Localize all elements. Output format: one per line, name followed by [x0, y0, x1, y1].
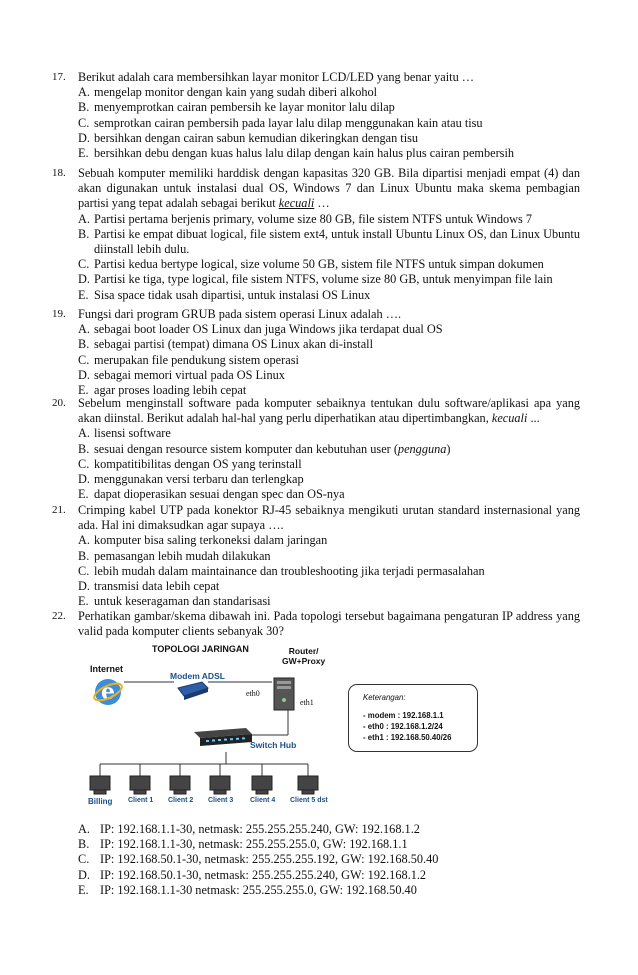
emphasis-word: kecuali [491, 411, 528, 426]
question-number: 21. [52, 504, 66, 516]
option-text-main: sesuai dengan resource sistem komputer dan kebutuhan user ( [94, 441, 398, 456]
option-a[interactable] [78, 85, 580, 100]
option-letter: B. [78, 837, 90, 852]
option-letter: A. [78, 211, 90, 226]
option-e[interactable] [78, 146, 580, 161]
option-text: IP: 192.168.50.1-30, netmask: 255.255.255.240, GW: 192.168.1.2 [100, 867, 427, 882]
option-a[interactable] [78, 212, 580, 227]
option-e[interactable] [78, 288, 580, 303]
option-letter: E. [78, 287, 89, 302]
option-letter: E. [78, 487, 89, 502]
option-text: bersihkan debu dengan kuas halus lalu dilap dengan kain halus plus cairan pembersih [94, 146, 515, 161]
option-text: Partisi kedua bertype logical, size volume 50 GB, sistem file NTFS untuk simpan dokumen [94, 257, 544, 272]
option-letter: C. [78, 115, 90, 130]
option-a[interactable] [78, 533, 580, 548]
client-label-4: Client 4 [250, 797, 276, 804]
question-number: 20. [52, 397, 66, 409]
option-text: sebagai partisi (tempat) dimana OS Linux akan di-install [94, 337, 373, 352]
router-label: Router/ GW+Proxy [282, 646, 326, 666]
option-letter: A. [78, 822, 90, 836]
option-d[interactable] [78, 472, 580, 487]
legend-title: Keterangan: [363, 693, 406, 702]
option-c[interactable] [78, 353, 580, 368]
question-text: Perhatikan gambar/skema dibawah ini. Pada topologi tersebut bagaimana pengaturan IP address yang valid pada komputer clients sebanyak 30? [78, 609, 580, 639]
option-text: Partisi ke empat dibuat logical, file sistem ext4, untuk install Ubuntu Linux OS, dan Linux Ubuntu diinstall lebih dulu. [94, 226, 580, 257]
emphasis-word: kecuali [278, 196, 315, 211]
question-number: 18. [52, 167, 66, 179]
legend-box [348, 684, 478, 752]
question-text: Fungsi dari program GRUB pada sistem operasi Linux adalah …. [78, 307, 402, 321]
switch-label: Switch Hub [250, 740, 297, 750]
question-text: Crimping kabel UTP pada konektor RJ-45 sebaiknya mengikuti urutan standard insternasional yang ada. Hal ini dimaksudkan agar supaya …. [78, 503, 580, 533]
option-text: IP: 192.168.50.1-30, netmask: 255.255.255.192, GW: 192.168.50.40 [100, 852, 439, 867]
option-letter: D. [78, 130, 90, 145]
switch-hub-icon [190, 726, 254, 750]
question-text [78, 166, 580, 212]
option-b[interactable] [78, 337, 580, 352]
option-text: menggunakan versi terbaru dan terlengkap [94, 472, 304, 487]
option-letter: C. [78, 852, 90, 867]
option-e[interactable] [78, 883, 578, 898]
option-d[interactable] [78, 272, 580, 287]
computer-icon [90, 776, 318, 794]
option-letter: D. [78, 367, 90, 382]
eth1-label: eth1 [300, 698, 314, 707]
option-text: kompatitibilitas dengan OS yang terinstall [94, 456, 302, 471]
option-d[interactable] [78, 368, 580, 383]
option-letter: B. [78, 548, 90, 563]
option-letter: C. [78, 563, 90, 578]
option-c[interactable] [78, 457, 580, 472]
option-text: lisensi software [94, 426, 171, 441]
option-text: pemasangan lebih mudah dilakukan [94, 548, 271, 563]
question-number: 19. [52, 308, 66, 320]
option-letter: A. [78, 322, 90, 337]
question-text: Berikut adalah cara membersihkan layar monitor LCD/LED yang benar yaitu … [78, 70, 475, 84]
option-c[interactable] [78, 257, 580, 272]
question-21 [52, 503, 580, 609]
question-18 [52, 166, 580, 303]
option-text: IP: 192.168.1.1-30, netmask: 255.255.255.0, GW: 192.168.1.1 [100, 837, 408, 852]
option-text: agar proses loading lebih cepat [94, 383, 247, 398]
option-letter: E. [78, 383, 89, 398]
option-d[interactable] [78, 579, 580, 594]
option-letter: D. [78, 472, 90, 487]
option-letter: A. [78, 533, 90, 548]
option-e[interactable] [78, 594, 580, 609]
option-letter: E. [78, 146, 89, 161]
option-letter: A. [78, 85, 90, 100]
option-letter: B. [78, 441, 90, 456]
network-topology-diagram [86, 640, 486, 812]
option-d[interactable] [78, 868, 578, 883]
option-b[interactable] [78, 227, 580, 257]
modem-label: Modem ADSL [170, 671, 225, 681]
option-c[interactable] [78, 852, 578, 867]
question-text-tail: ... [527, 411, 540, 426]
router-server-icon [272, 676, 298, 712]
option-letter: D. [78, 867, 90, 882]
option-text: komputer bisa saling terkoneksi dalam jaringan [94, 533, 328, 548]
option-letter: C. [78, 352, 90, 367]
client-label-5: Client 5 dst [290, 797, 328, 804]
option-letter: A. [78, 426, 90, 441]
legend-item: - eth1 : 192.168.50.40/26 [363, 733, 452, 742]
question-text-tail: … [314, 196, 330, 211]
question-number: 22. [52, 610, 66, 622]
modem-icon [176, 678, 210, 700]
option-text: untuk keseragaman dan standarisasi [94, 594, 271, 609]
legend-item: - modem : 192.168.1.1 [363, 711, 444, 720]
option-letter: D. [78, 579, 90, 594]
internet-label: Internet [90, 664, 124, 674]
option-a[interactable] [78, 426, 580, 441]
option-text: Partisi pertama berjenis primary, volume size 80 GB, file sistem NTFS untuk Windows 7 [94, 211, 533, 226]
option-letter: C. [78, 257, 90, 272]
option-letter: B. [78, 226, 90, 241]
internet-explorer-icon [92, 676, 124, 708]
legend-item: - eth0 : 192.168.1.2/24 [363, 722, 443, 731]
question-17 [52, 70, 580, 161]
option-c[interactable] [78, 116, 580, 131]
diagram-title: TOPOLOGI JARINGAN [152, 644, 249, 654]
option-text: dapat dioperasikan sesuai dengan spec dan OS-nya [94, 487, 345, 502]
option-text: Sisa space tidak usah dipartisi, untuk instalasi OS Linux [94, 287, 371, 302]
question-number: 17. [52, 71, 66, 83]
option-text: menyemprotkan cairan pembersih ke layar monitor lalu dilap [94, 100, 395, 115]
question-22-options [78, 822, 578, 898]
option-letter: D. [78, 272, 90, 287]
question-text-main: Sebuah komputer memiliki harddisk dengan kapasitas 320 GB. Bila dipartisi menjadi empat (4) dan akan digunakan untuk instalasi dual OS, Windows 7 dan Linux Ubuntu maka skema pembagian partisi yang tepat adalah sebagai berikut [78, 166, 580, 211]
option-letter: B. [78, 100, 90, 115]
option-a[interactable] [78, 822, 578, 837]
question-text-main: Sebelum menginstall software pada komputer sebaiknya tentukan dulu software/aplikasi apa yang akan diinstal. Berikut adalah hal-hal yang perlu diperhatikan atau dipertimbangkan, [78, 396, 580, 426]
option-text: bersihkan dengan cairan sabun kemudian dikeringkan dengan tisu [94, 130, 419, 145]
option-text: IP: 192.168.1.1-30, netmask: 255.255.255.240, GW: 192.168.1.2 [100, 822, 420, 836]
option-e[interactable] [78, 487, 580, 502]
option-text: transmisi data lebih cepat [94, 579, 220, 594]
option-text [94, 442, 580, 457]
option-text: mengelap monitor dengan kain yang sudah diberi alkohol [94, 85, 378, 100]
option-b[interactable] [78, 442, 580, 457]
option-text-tail: ) [446, 441, 451, 456]
question-text [78, 396, 580, 426]
option-c[interactable] [78, 564, 580, 579]
option-b[interactable] [78, 549, 580, 564]
option-b[interactable] [78, 837, 578, 852]
option-text: IP: 192.168.1.1-30 netmask: 255.255.255.0, GW: 192.168.50.40 [100, 882, 417, 897]
client-label-3: Client 3 [208, 797, 234, 804]
client-label-billing: Billing [88, 797, 113, 806]
option-d[interactable] [78, 131, 580, 146]
option-letter: E. [78, 594, 89, 609]
option-b[interactable] [78, 100, 580, 115]
option-letter: E. [78, 882, 89, 897]
option-text: sebagai memori virtual pada OS Linux [94, 367, 285, 382]
option-text: merupakan file pendukung sistem operasi [94, 352, 299, 367]
question-20 [52, 396, 580, 502]
option-a[interactable] [78, 322, 580, 337]
option-text: lebih mudah dalam maintainance dan troubleshooting jika terjadi permasalahan [94, 563, 485, 578]
client-label-2: Client 2 [168, 797, 194, 804]
option-text: semprotkan cairan pembersih pada layar lalu dilap menggunakan kain atau tisu [94, 115, 483, 130]
option-letter: C. [78, 456, 90, 471]
option-emphasis: pengguna [397, 441, 447, 456]
option-text: sebagai boot loader OS Linux dan juga Windows jika terdapat dual OS [94, 322, 443, 337]
option-text: Partisi ke tiga, type logical, file sistem NTFS, volume size 80 GB, untuk menyimpan file lain [94, 272, 553, 287]
question-19 [52, 307, 580, 398]
question-22 [52, 609, 580, 639]
client-computers [86, 774, 326, 798]
eth0-label: eth0 [246, 689, 260, 698]
client-label-1: Client 1 [128, 797, 154, 804]
option-letter: B. [78, 337, 90, 352]
svg-text:e: e [101, 679, 115, 705]
